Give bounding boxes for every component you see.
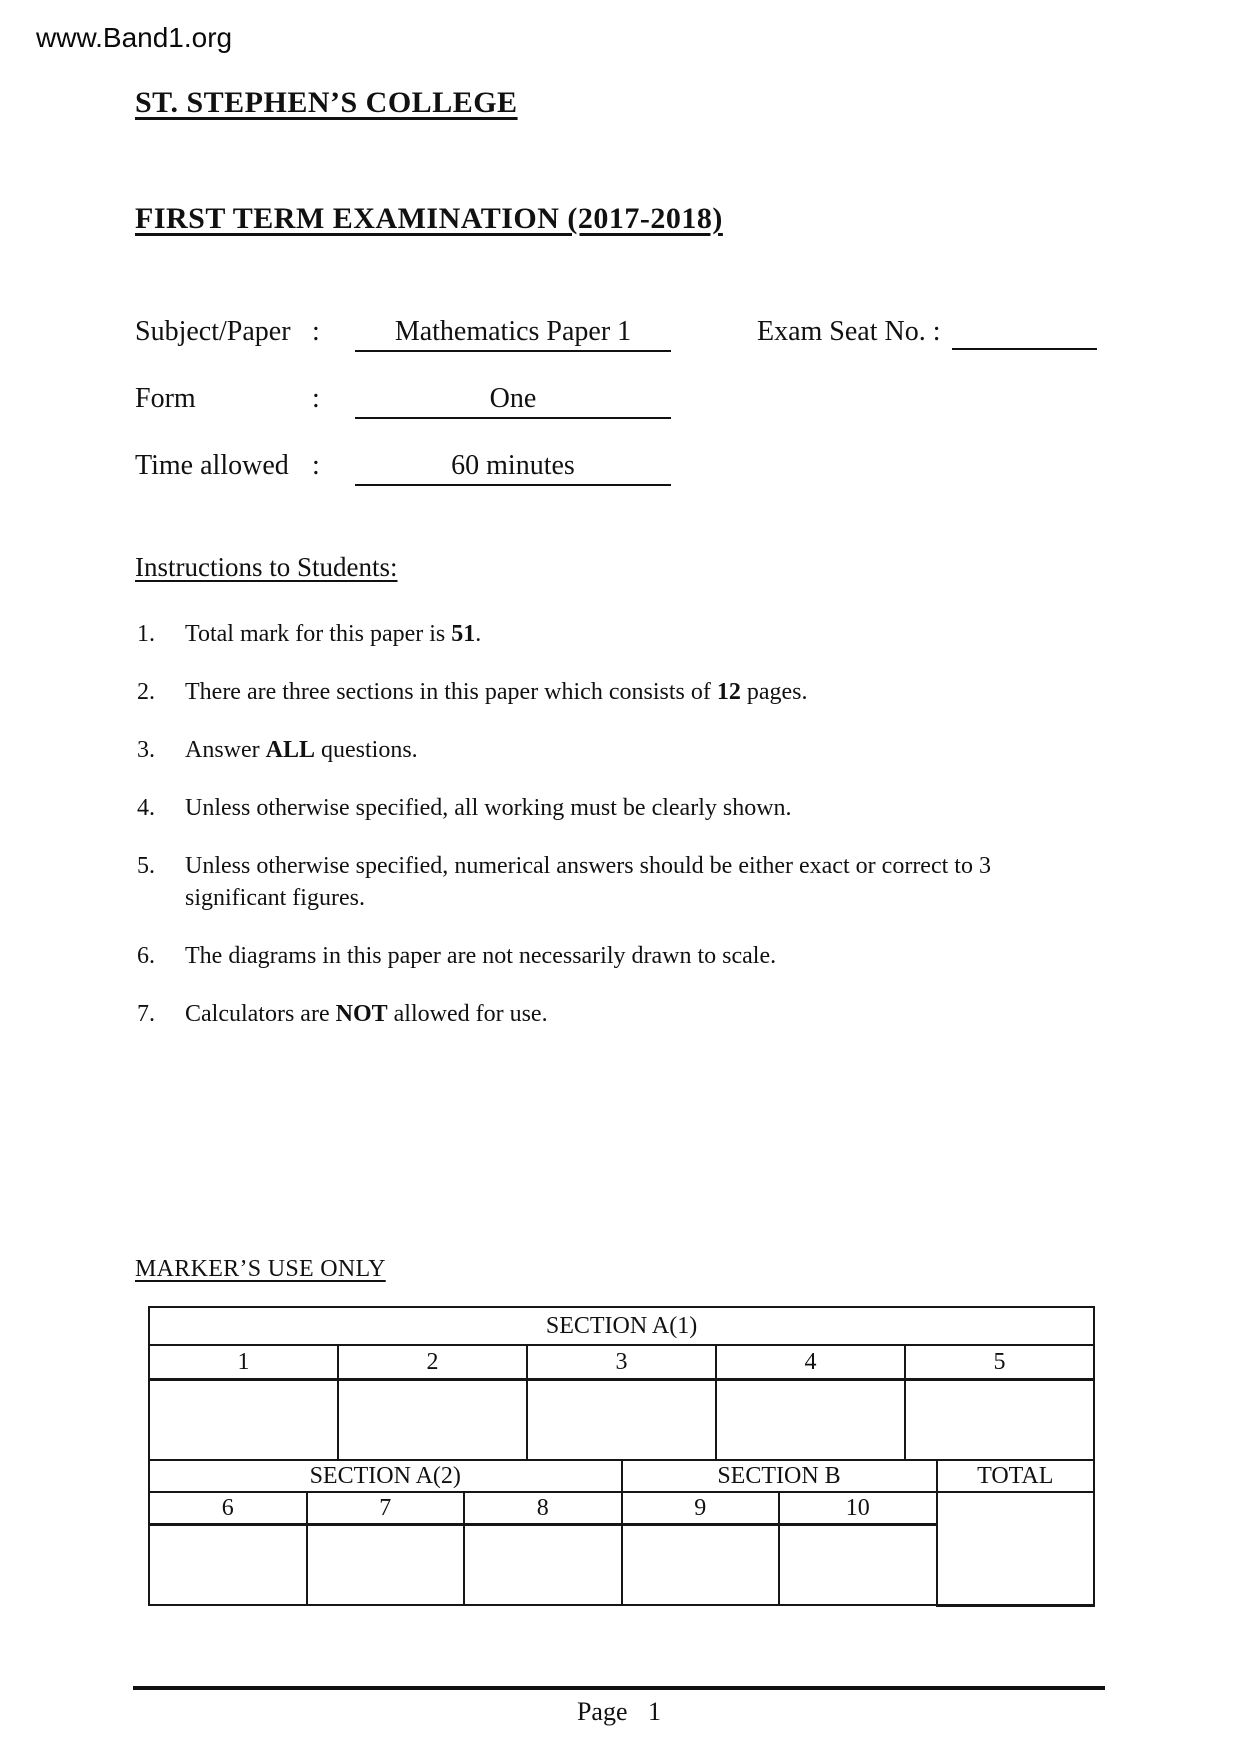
- q4-header: 4: [716, 1345, 905, 1380]
- instructions-heading: Instructions to Students:: [135, 552, 398, 582]
- q2-header: 2: [338, 1345, 527, 1380]
- instruction-item-text: Answer ALL questions.: [185, 737, 418, 763]
- instruction-item-text: Unless otherwise specified, numerical answers should be either exact or correct to 3 significant figures.: [185, 853, 991, 911]
- instruction-item-text: The diagrams in this paper are not necessarily drawn to scale.: [185, 943, 777, 969]
- time-colon: :: [312, 450, 320, 481]
- q9-header: 9: [622, 1492, 780, 1525]
- instruction-item: [135, 998, 991, 1030]
- subject-label: Subject/Paper: [135, 316, 291, 347]
- time-value-field: 60 minutes: [355, 450, 671, 486]
- form-colon: :: [312, 383, 320, 414]
- instruction-item-text: Calculators are NOT allowed for use.: [185, 1001, 548, 1027]
- instruction-item-number: 4.: [137, 795, 155, 821]
- q7-header: 7: [307, 1492, 465, 1525]
- form-row: [0, 383, 1240, 419]
- a2-b-question-numbers-row: [149, 1492, 1094, 1525]
- q10-header: 10: [779, 1492, 937, 1525]
- subject-row: [0, 316, 1240, 352]
- q3-header: 3: [527, 1345, 716, 1380]
- instruction-item-number: 5.: [137, 853, 155, 879]
- footer-divider-line: [133, 1686, 1105, 1690]
- section-b-header: SECTION B: [622, 1460, 937, 1492]
- q7-mark-cell: [307, 1525, 465, 1606]
- instruction-item: [135, 850, 991, 914]
- marker-table: [148, 1306, 1095, 1607]
- school-name-title: ST. STEPHEN’S COLLEGE: [135, 86, 518, 119]
- site-watermark: www.Band1.org: [36, 22, 233, 53]
- instruction-item-number: 3.: [137, 737, 155, 763]
- q6-header: 6: [149, 1492, 307, 1525]
- q6-mark-cell: [149, 1525, 307, 1606]
- subject-value-field: Mathematics Paper 1: [355, 316, 671, 352]
- q1-mark-cell: [149, 1380, 338, 1461]
- instruction-item-text: Unless otherwise specified, all working must be clearly shown.: [185, 795, 792, 821]
- q3-mark-cell: [527, 1380, 716, 1461]
- q8-header: 8: [464, 1492, 622, 1525]
- instruction-item: [135, 792, 991, 824]
- section-a1-header-row: [149, 1307, 1094, 1345]
- q9-mark-cell: [622, 1525, 780, 1606]
- instruction-item-number: 7.: [137, 1001, 155, 1027]
- q4-mark-cell: [716, 1380, 905, 1461]
- instruction-item-number: 6.: [137, 943, 155, 969]
- time-allowed-row: [0, 450, 1240, 486]
- instruction-item-number: 2.: [137, 679, 155, 705]
- exam-title: FIRST TERM EXAMINATION (2017-2018): [135, 202, 723, 235]
- instructions-list: [135, 618, 991, 1056]
- q5-header: 5: [905, 1345, 1094, 1380]
- instruction-item-number: 1.: [137, 621, 155, 647]
- q5-mark-cell: [905, 1380, 1094, 1461]
- q10-mark-cell: [779, 1525, 937, 1606]
- instruction-item: [135, 734, 991, 766]
- exam-seat-label: Exam Seat No. :: [757, 316, 941, 347]
- q1-header: 1: [149, 1345, 338, 1380]
- instruction-item: [135, 618, 991, 650]
- q8-mark-cell: [464, 1525, 622, 1606]
- section-a2-b-header-row: [149, 1460, 1094, 1492]
- q2-mark-cell: [338, 1380, 527, 1461]
- instruction-item-text: Total mark for this paper is 51.: [185, 621, 482, 647]
- a1-marks-row: [149, 1380, 1094, 1461]
- instruction-item-text: There are three sections in this paper which consists of 12 pages.: [185, 679, 808, 705]
- instruction-item: [135, 940, 991, 972]
- subject-colon: :: [312, 316, 320, 347]
- instruction-item: [135, 676, 991, 708]
- form-label: Form: [135, 383, 196, 414]
- exam-seat-blank-field: [952, 316, 1097, 350]
- form-value-field: One: [355, 383, 671, 419]
- total-mark-cell: [937, 1492, 1095, 1605]
- section-a1-header: SECTION A(1): [149, 1307, 1094, 1345]
- total-header: TOTAL: [937, 1460, 1095, 1492]
- page-number: Page 1: [576, 1697, 662, 1726]
- section-a2-header: SECTION A(2): [149, 1460, 622, 1492]
- markers-use-only-heading: MARKER’S USE ONLY: [135, 1256, 386, 1282]
- time-allowed-label: Time allowed: [135, 450, 289, 481]
- a1-question-numbers-row: [149, 1345, 1094, 1380]
